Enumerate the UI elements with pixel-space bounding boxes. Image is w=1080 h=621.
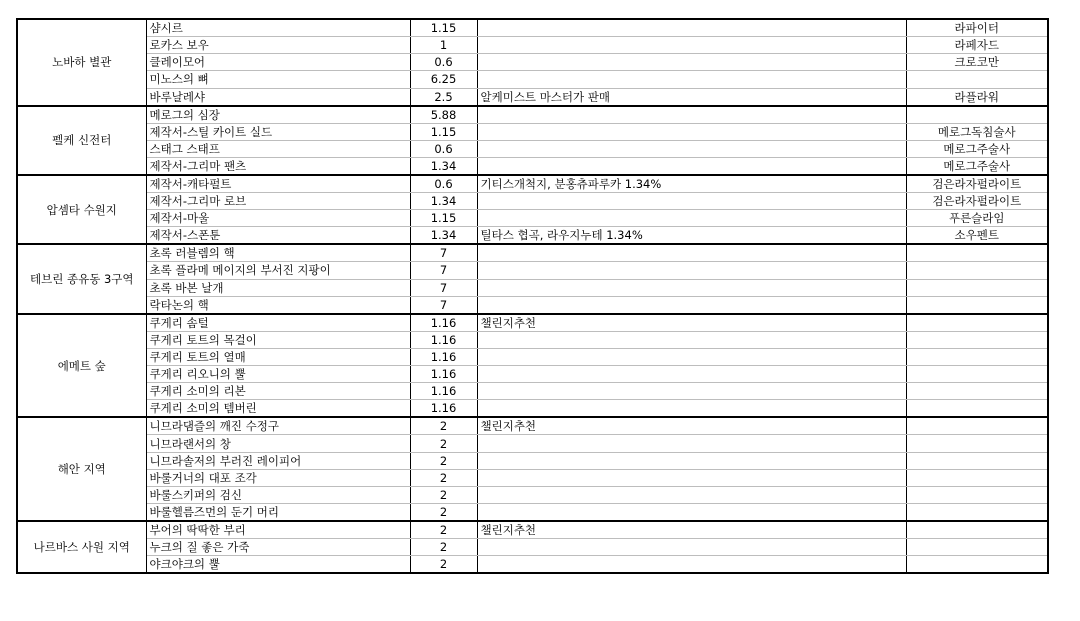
drop-rate-cell: 7 bbox=[410, 296, 477, 314]
note-cell bbox=[477, 37, 906, 54]
note-cell bbox=[477, 157, 906, 175]
item-name-cell: 쿠게리 솜털 bbox=[146, 314, 410, 332]
monster-cell bbox=[906, 539, 1048, 556]
table-row bbox=[17, 296, 1048, 314]
monster-cell bbox=[906, 435, 1048, 452]
drop-rate-cell: 5.88 bbox=[410, 106, 477, 124]
drop-rate-cell: 0.6 bbox=[410, 175, 477, 193]
monster-cell bbox=[906, 348, 1048, 365]
monster-cell bbox=[906, 417, 1048, 435]
note-cell bbox=[477, 71, 906, 88]
note-cell bbox=[477, 366, 906, 383]
monster-cell: 메로그주술사 bbox=[906, 140, 1048, 157]
drop-rate-cell: 0.6 bbox=[410, 140, 477, 157]
drop-rate-cell: 1.34 bbox=[410, 192, 477, 209]
table-row bbox=[17, 123, 1048, 140]
item-name-cell: 니므라랜서의 창 bbox=[146, 435, 410, 452]
table-row bbox=[17, 366, 1048, 383]
note-cell bbox=[477, 469, 906, 486]
item-name-cell: 스태그 스태프 bbox=[146, 140, 410, 157]
drop-rate-cell: 1.16 bbox=[410, 383, 477, 400]
item-name-cell: 메로그의 심장 bbox=[146, 106, 410, 124]
monster-cell bbox=[906, 71, 1048, 88]
monster-cell: 검은라자펄라이트 bbox=[906, 175, 1048, 193]
table-row bbox=[17, 279, 1048, 296]
drop-rate-cell: 1.34 bbox=[410, 157, 477, 175]
drop-rate-cell: 7 bbox=[410, 262, 477, 279]
table-row bbox=[17, 106, 1048, 124]
note-cell bbox=[477, 487, 906, 504]
item-name-cell: 니므라솔저의 부러진 레이피어 bbox=[146, 452, 410, 469]
item-name-cell: 제작서-스틸 카이트 실드 bbox=[146, 123, 410, 140]
monster-cell bbox=[906, 556, 1048, 574]
table-row bbox=[17, 331, 1048, 348]
monster-cell: 크로코만 bbox=[906, 54, 1048, 71]
note-cell bbox=[477, 435, 906, 452]
table-row bbox=[17, 192, 1048, 209]
table-row bbox=[17, 539, 1048, 556]
drop-rate-cell: 1.16 bbox=[410, 348, 477, 365]
item-name-cell: 쿠게리 소미의 템버린 bbox=[146, 400, 410, 418]
item-name-cell: 야크야크의 뿔 bbox=[146, 556, 410, 574]
item-name-cell: 제작서-스폰툰 bbox=[146, 227, 410, 245]
monster-cell: 메로그독침술사 bbox=[906, 123, 1048, 140]
table-row bbox=[17, 400, 1048, 418]
table-row bbox=[17, 487, 1048, 504]
region-cell: 테브린 종유동 3구역 bbox=[17, 244, 146, 313]
monster-cell: 라파이터 bbox=[906, 19, 1048, 37]
item-name-cell: 바루날레샤 bbox=[146, 88, 410, 106]
monster-cell: 메로그주술사 bbox=[906, 157, 1048, 175]
monster-cell bbox=[906, 487, 1048, 504]
drop-rate-cell: 2.5 bbox=[410, 88, 477, 106]
monster-cell bbox=[906, 331, 1048, 348]
table-row bbox=[17, 262, 1048, 279]
note-cell bbox=[477, 106, 906, 124]
table-row bbox=[17, 140, 1048, 157]
table-row bbox=[17, 37, 1048, 54]
note-cell bbox=[477, 296, 906, 314]
note-cell bbox=[477, 556, 906, 574]
drop-rate-cell: 2 bbox=[410, 469, 477, 486]
note-cell bbox=[477, 192, 906, 209]
table-row bbox=[17, 469, 1048, 486]
note-cell bbox=[477, 383, 906, 400]
table-row bbox=[17, 71, 1048, 88]
note-cell bbox=[477, 244, 906, 262]
region-cell: 해안 지역 bbox=[17, 417, 146, 521]
monster-cell bbox=[906, 262, 1048, 279]
region-cell: 나르바스 사원 지역 bbox=[17, 521, 146, 573]
item-name-cell: 제작서-마울 bbox=[146, 210, 410, 227]
drop-table-body bbox=[17, 19, 1048, 573]
item-name-cell: 제작서-캐타펄트 bbox=[146, 175, 410, 193]
drop-rate-cell: 1.34 bbox=[410, 227, 477, 245]
drop-rate-cell: 1.16 bbox=[410, 331, 477, 348]
note-cell bbox=[477, 123, 906, 140]
drop-rate-cell: 2 bbox=[410, 504, 477, 522]
table-row bbox=[17, 504, 1048, 522]
item-name-cell: 초록 바본 날개 bbox=[146, 279, 410, 296]
item-name-cell: 락타논의 핵 bbox=[146, 296, 410, 314]
drop-rate-cell: 2 bbox=[410, 521, 477, 539]
drop-rate-cell: 1.15 bbox=[410, 210, 477, 227]
table-row bbox=[17, 54, 1048, 71]
item-name-cell: 미노스의 뼈 bbox=[146, 71, 410, 88]
monster-cell bbox=[906, 400, 1048, 418]
monster-cell bbox=[906, 504, 1048, 522]
monster-cell: 소우펜트 bbox=[906, 227, 1048, 245]
item-name-cell: 쿠게리 토트의 목걸이 bbox=[146, 331, 410, 348]
monster-cell bbox=[906, 106, 1048, 124]
table-row bbox=[17, 383, 1048, 400]
region-cell: 압셈타 수원지 bbox=[17, 175, 146, 244]
drop-rate-cell: 0.6 bbox=[410, 54, 477, 71]
note-cell: 챌린지추천 bbox=[477, 521, 906, 539]
drop-rate-cell: 1.15 bbox=[410, 123, 477, 140]
table-row bbox=[17, 417, 1048, 435]
note-cell bbox=[477, 19, 906, 37]
monster-cell: 라페자드 bbox=[906, 37, 1048, 54]
drop-rate-cell: 7 bbox=[410, 279, 477, 296]
item-name-cell: 클레이모어 bbox=[146, 54, 410, 71]
monster-cell bbox=[906, 452, 1048, 469]
monster-cell bbox=[906, 314, 1048, 332]
note-cell bbox=[477, 210, 906, 227]
item-name-cell: 제작서-그리마 팬츠 bbox=[146, 157, 410, 175]
drop-rate-cell: 2 bbox=[410, 417, 477, 435]
drop-rate-cell: 1 bbox=[410, 37, 477, 54]
drop-rate-cell: 7 bbox=[410, 244, 477, 262]
table-row bbox=[17, 556, 1048, 574]
item-name-cell: 바룰거너의 대포 조각 bbox=[146, 469, 410, 486]
item-name-cell: 부어의 딱딱한 부리 bbox=[146, 521, 410, 539]
monster-cell bbox=[906, 521, 1048, 539]
table-row bbox=[17, 314, 1048, 332]
table-row bbox=[17, 157, 1048, 175]
drop-rate-cell: 1.15 bbox=[410, 19, 477, 37]
drop-rate-cell: 2 bbox=[410, 435, 477, 452]
note-cell: 알케미스트 마스터가 판매 bbox=[477, 88, 906, 106]
table-row bbox=[17, 244, 1048, 262]
table-row bbox=[17, 452, 1048, 469]
monster-cell bbox=[906, 366, 1048, 383]
drop-rate-cell: 2 bbox=[410, 452, 477, 469]
table-row bbox=[17, 435, 1048, 452]
drop-table bbox=[16, 18, 1049, 574]
region-cell: 펠케 신전터 bbox=[17, 106, 146, 175]
item-name-cell: 쿠게리 소미의 리본 bbox=[146, 383, 410, 400]
table-row bbox=[17, 19, 1048, 37]
note-cell bbox=[477, 348, 906, 365]
drop-rate-cell: 1.16 bbox=[410, 400, 477, 418]
item-name-cell: 샴시르 bbox=[146, 19, 410, 37]
monster-cell bbox=[906, 383, 1048, 400]
note-cell bbox=[477, 452, 906, 469]
item-name-cell: 초록 플라메 메이지의 부서진 지팡이 bbox=[146, 262, 410, 279]
drop-rate-cell: 2 bbox=[410, 487, 477, 504]
note-cell bbox=[477, 140, 906, 157]
note-cell bbox=[477, 400, 906, 418]
table-row bbox=[17, 210, 1048, 227]
item-name-cell: 쿠게리 토트의 열매 bbox=[146, 348, 410, 365]
monster-cell bbox=[906, 469, 1048, 486]
note-cell: 챌린지추천 bbox=[477, 417, 906, 435]
table-row bbox=[17, 88, 1048, 106]
region-cell: 노바하 별관 bbox=[17, 19, 146, 106]
table-row bbox=[17, 348, 1048, 365]
monster-cell: 라플라워 bbox=[906, 88, 1048, 106]
note-cell: 챌린지추천 bbox=[477, 314, 906, 332]
monster-cell bbox=[906, 296, 1048, 314]
drop-rate-cell: 1.16 bbox=[410, 366, 477, 383]
region-cell: 에메트 숲 bbox=[17, 314, 146, 418]
note-cell bbox=[477, 504, 906, 522]
monster-cell: 검은라자펄라이트 bbox=[906, 192, 1048, 209]
monster-cell bbox=[906, 244, 1048, 262]
drop-rate-cell: 2 bbox=[410, 539, 477, 556]
drop-rate-cell: 6.25 bbox=[410, 71, 477, 88]
note-cell bbox=[477, 539, 906, 556]
note-cell: 기티스개척지, 분홍츄파루카 1.34% bbox=[477, 175, 906, 193]
monster-cell bbox=[906, 279, 1048, 296]
item-name-cell: 초록 러블렘의 핵 bbox=[146, 244, 410, 262]
item-name-cell: 로카스 보우 bbox=[146, 37, 410, 54]
item-name-cell: 바룰헬름즈먼의 둔기 머리 bbox=[146, 504, 410, 522]
table-row bbox=[17, 521, 1048, 539]
note-cell: 틸타스 협곡, 라우지누테 1.34% bbox=[477, 227, 906, 245]
drop-rate-cell: 2 bbox=[410, 556, 477, 574]
table-row bbox=[17, 227, 1048, 245]
note-cell bbox=[477, 279, 906, 296]
drop-rate-cell: 1.16 bbox=[410, 314, 477, 332]
monster-cell: 푸른슬라임 bbox=[906, 210, 1048, 227]
table-row bbox=[17, 175, 1048, 193]
note-cell bbox=[477, 54, 906, 71]
item-name-cell: 쿠게리 리오니의 뿔 bbox=[146, 366, 410, 383]
item-name-cell: 누크의 질 좋은 가죽 bbox=[146, 539, 410, 556]
note-cell bbox=[477, 331, 906, 348]
item-name-cell: 니므라댐즐의 깨진 수정구 bbox=[146, 417, 410, 435]
item-name-cell: 바룰스키퍼의 검신 bbox=[146, 487, 410, 504]
note-cell bbox=[477, 262, 906, 279]
item-name-cell: 제작서-그리마 로브 bbox=[146, 192, 410, 209]
